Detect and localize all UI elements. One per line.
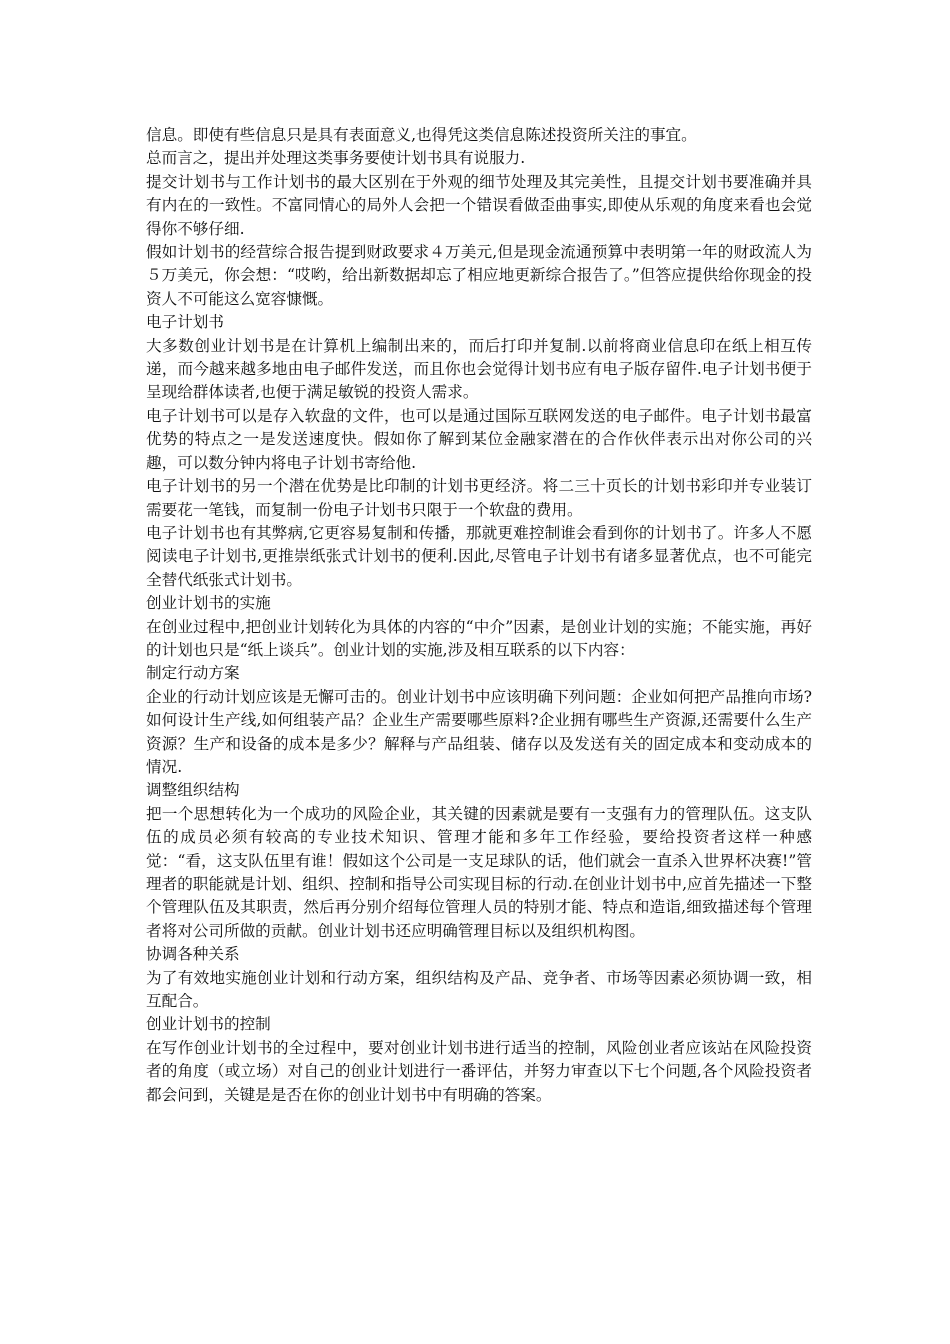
paragraph: 总而言之，提出并处理这类事务要使计划书具有说服力.	[146, 149, 526, 168]
paragraph: 在写作创业计划书的全过程中，要对创业计划书进行适当的控制，风险创业者应该站在风险投资者的角度（或立场）对自己的创业计划进行一番评估，并努力审查以下七个问题,各个风险投资者都会问到，关键是是否在你的创业计划书中有明确的答案。	[146, 1038, 812, 1104]
document-page	[146, 124, 812, 1107]
paragraph: 假如计划书的经营综合报告提到财政要求４万美元,但是现金流通预算中表明第一年的财政流人为５万美元，你会想：“哎哟，给出新数据却忘了相应地更新综合报告了。”但答应提供给你现金的投资人不可能这么宽容慷慨。	[146, 243, 812, 308]
section-heading: 创业计划书的实施	[146, 594, 271, 613]
paragraph: 为了有效地实施创业计划和行动方案，组织结构及产品、竞争者、市场等因素必须协调一致，相互配合。	[146, 968, 812, 1011]
section-heading: 电子计划书	[146, 313, 224, 332]
paragraph: 提交计划书与工作计划书的最大区别在于外观的细节处理及其完美性，且提交计划书要准确并具有内在的一致性。不富同情心的局外人会把一个错误看做歪曲事实,即使从乐观的角度来看也会觉得你不够仔细.	[146, 172, 812, 238]
section-heading: 协调各种关系	[146, 945, 240, 964]
paragraph: 电子计划书也有其弊病,它更容易复制和传播，那就更难控制谁会看到你的计划书了。许多人不愿阅读电子计划书,更推崇纸张式计划书的便利.因此,尽管电子计划书有诸多显著优点，也不可能完全替代纸张式计划书。	[146, 523, 812, 589]
paragraph: 信息。即使有些信息只是具有表面意义,也得凭这类信息陈述投资所关注的事宜。	[146, 126, 697, 144]
paragraph: 在创业过程中,把创业计划转化为具体的内容的“中介”因素，是创业计划的实施；不能实施，再好的计划也只是“纸上谈兵”。创业计划的实施,涉及相互联系的以下内容：	[146, 617, 812, 659]
paragraph: 把一个思想转化为一个成功的风险企业，其关键的因素就是要有一支强有力的管理队伍。这支队伍的成员必须有较高的专业技术知识、管理才能和多年工作经验，要给投资者这样一种感觉：“看，这支队伍里有谁！假如这个公司是一支足球队的话，他们就会一直杀入世界杯决赛!”管理者的职能就是计划、组织、控制和指导公司实现目标的行动.在创业计划书中,应首先描述一下整个管理队伍及其职责，然后再分别介绍每位管理人员的特别才能、特点和造诣,细致描述每个管理者将对公司所做的贡献。创业计划书还应明确管理目标以及组织机构图。	[146, 804, 812, 940]
paragraph: 大多数创业计划书是在计算机上编制出来的，而后打印并复制.以前将商业信息印在纸上相互传递，而今越来越多地由电子邮件发送，而且你也会觉得计划书应有电子版存留件.电子计划书便于呈现给群体读者,也便于满足敏锐的投资人需求。	[146, 336, 812, 402]
paragraph: 企业的行动计划应该是无懈可击的。创业计划书中应该明确下列问题：企业如何把产品推向市场?如何设计生产线,如何组装产品？企业生产需要哪些原料?企业拥有哪些生产资源,还需要什么生产资源？生产和设备的成本是多少？解释与产品组装、储存以及发送有关的固定成本和变动成本的情况.	[146, 687, 812, 776]
section-heading: 创业计划书的控制	[146, 1015, 271, 1034]
section-heading: 制定行动方案	[146, 664, 240, 683]
section-heading: 调整组织结构	[146, 781, 240, 800]
paragraph: 电子计划书的另一个潜在优势是比印制的计划书更经济。将二三十页长的计划书彩印并专业装订需要花一笔钱，而复制一份电子计划书只限于一个软盘的费用。	[146, 477, 812, 519]
paragraph: 电子计划书可以是存入软盘的文件，也可以是通过国际互联网发送的电子邮件。电子计划书最富优势的特点之一是发送速度快。假如你了解到某位金融家潜在的合作伙伴表示出对你公司的兴趣，可以数分钟内将电子计划书寄给他.	[146, 406, 812, 472]
